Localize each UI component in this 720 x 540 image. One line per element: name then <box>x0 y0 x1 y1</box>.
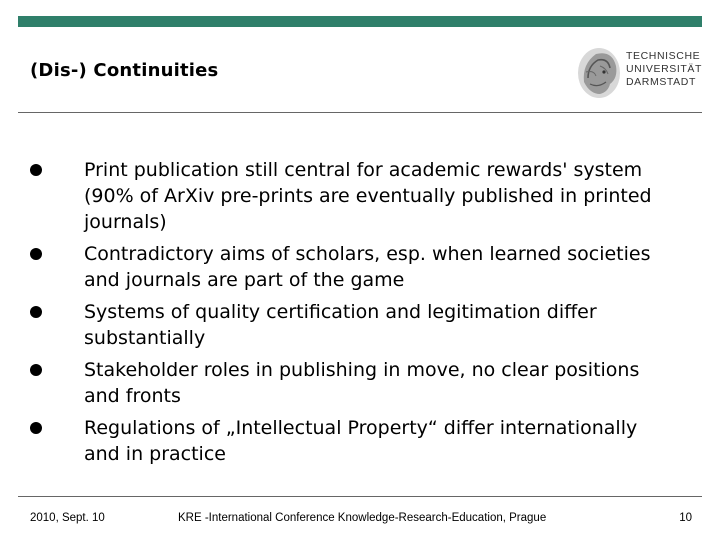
bullet-dot-icon <box>30 306 42 318</box>
page-number: 10 <box>679 512 692 524</box>
bullet-item <box>30 241 670 293</box>
logo-line: UNIVERSITÄT <box>626 63 703 75</box>
slide-title: (Dis-) Continuities <box>30 60 219 81</box>
logo-wordmark <box>626 50 702 89</box>
header-divider <box>18 112 702 113</box>
bullet-item <box>30 415 670 467</box>
bullet-item <box>30 299 670 351</box>
bullet-text: Contradictory aims of scholars, esp. when learned societies and journals are part of the game <box>84 243 651 291</box>
bullet-item <box>30 357 670 409</box>
logo-line: TECHNISCHE <box>626 50 701 62</box>
university-logo <box>574 44 704 102</box>
footer-date: 2010, Sept. 10 <box>30 512 105 524</box>
bullet-dot-icon <box>30 422 42 434</box>
footer-event: KRE -International Conference Knowledge-Research-Education, Prague <box>178 512 547 524</box>
bullet-item <box>30 157 670 235</box>
bullet-text: Stakeholder roles in publishing in move, no clear positions and fronts <box>84 359 640 407</box>
logo-line: DARMSTADT <box>626 76 696 88</box>
bullet-dot-icon <box>30 364 42 376</box>
header-accent-bar <box>18 16 702 27</box>
bullet-list <box>30 157 670 473</box>
bullet-text: Systems of quality certification and legitimation differ substantially <box>84 301 597 349</box>
bullet-text: Regulations of „Intellectual Property“ differ internationally and in practice <box>84 417 638 465</box>
bullet-dot-icon <box>30 164 42 176</box>
bullet-text: Print publication still central for academic rewards' system (90% of ArXiv pre-prints are eventually published in printed journals) <box>84 159 652 233</box>
footer-divider <box>18 496 702 497</box>
bullet-dot-icon <box>30 248 42 260</box>
athena-head-icon <box>574 44 624 102</box>
